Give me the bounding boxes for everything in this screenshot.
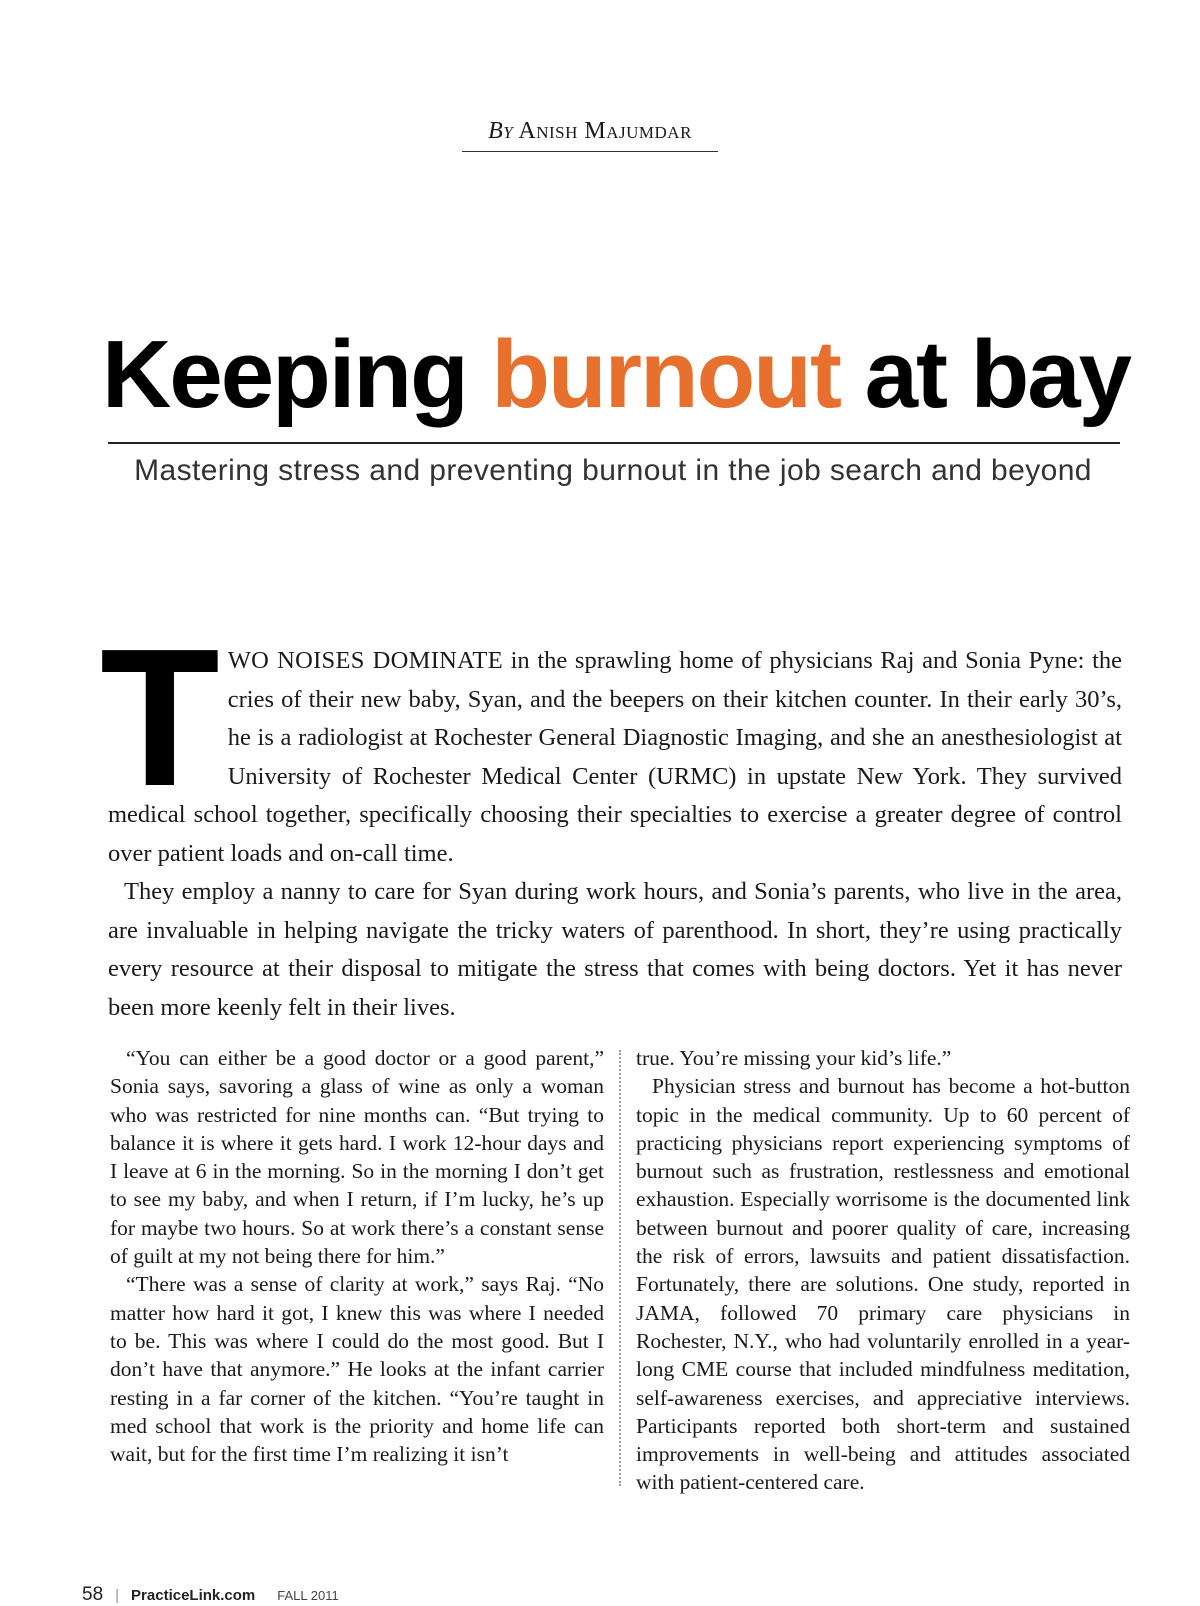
headline-part2: at bay (839, 321, 1131, 428)
intro-paragraph-1 (100, 608, 1122, 873)
byline-prefix: By (488, 118, 514, 144)
footer (82, 1584, 339, 1606)
intro-paragraph-2: They employ a nanny to care for Syan during work hours, and Sonia’s parents, who live in the area, are invaluable in helping navigate the tricky waters of parenthood. In short, they’re using practically every resource at their disposal to mitigate the stress that comes with being doctors. Yet it has never been more keenly felt in their lives. (108, 878, 1122, 1021)
right-column (636, 1044, 1130, 1497)
drop-cap: T (100, 608, 220, 827)
right-paragraph-2: Physician stress and burnout has become a hot-button topic in the medical community. Up to 60 percent of practicing physicians report experiencing symptoms of burnout such as frustration, restlessness and emotional exhaustion. Especially worrisome is the documented link between burnout and poorer quality of care, increasing the risk of errors, lawsuits and patient dissatisfaction. Fortunately, there are solutions. One study, reported in JAMA, followed 70 primary care physicians in Rochester, N.Y., who had voluntarily enrolled in a year-long CME course that included mindfulness meditation, self-awareness exercises, and appreciative interviews. Participants reported both short-term and sustained improvements in well-being and attitudes associated with patient-centered care. (636, 1074, 1130, 1495)
footer-site: PracticeLink.com (131, 1587, 256, 1604)
left-paragraph-1: “You can either be a good doctor or a good parent,” Sonia says, savoring a glass of wine as only a woman who was restricted for nine months can. “But trying to balance it is where it gets hard. I work 12-hour days and I leave at 6 in the morning. So in the morning I don’t get to see my baby, and when I return, if I’m lucky, he’s up for maybe two hours. So at work there’s a constant sense of guilt at my not being there for him.” (110, 1046, 604, 1269)
headline-accent: burnout (491, 321, 840, 428)
right-paragraph-1: true. You’re missing your kid’s life.” (636, 1046, 952, 1070)
byline (462, 118, 718, 152)
left-column (110, 1044, 604, 1468)
left-paragraph-2: “There was a sense of clarity at work,” says Raj. “No matter how hard it got, I knew this was where I needed to be. This was where I could do the most good. But I don’t have that anymore.” He looks at the infant carrier resting in a far corner of the kitchen. “You’re taught in med school that work is the priority and home life can wait, but for the first time I’m realizing it isn’t (110, 1272, 604, 1467)
intro (100, 608, 1122, 1027)
footer-separator: | (115, 1587, 120, 1604)
byline-author: Anish Majumdar (518, 118, 692, 144)
intro-paragraph-1-text: in the sprawling home of physicians Raj and Sonia Pyne: the cries of their new baby, Syan, and the beepers on their kitchen counter. In their early 30’s, he is a radiologist at Rochester General Diagnostic Imaging, and she an anesthesiologist at University of Rochester Medical Center (URMC) in upstate New York. They survived medical school together, specifically choosing their specialties to exercise a greater degree of control over patient loads and on-call time. (108, 647, 1122, 867)
headline-rule (108, 442, 1120, 444)
column-divider (619, 1050, 621, 1486)
footer-issue: FALL 2011 (277, 1588, 339, 1603)
headline (102, 320, 1131, 430)
subtitle: Mastering stress and preventing burnout in the job search and beyond (134, 454, 1092, 487)
headline-part1: Keeping (102, 321, 492, 428)
lead-in: WO NOISES DOMINATE (227, 647, 503, 674)
page-number: 58 (82, 1584, 104, 1605)
